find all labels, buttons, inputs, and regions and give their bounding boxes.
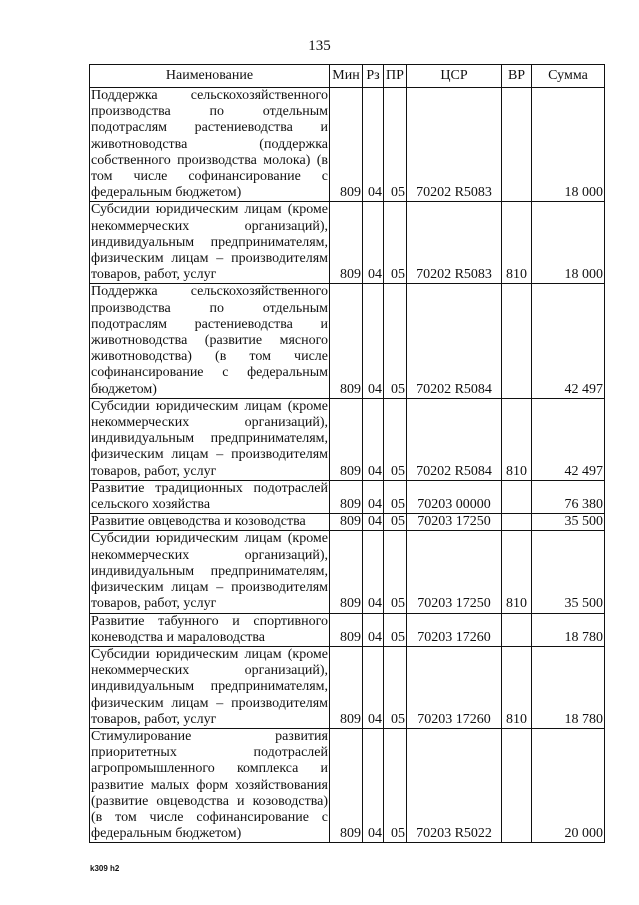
row-name: Развитие традиционных подотраслей сельского хозяйства [91,480,328,513]
row-pr: 05 [384,646,407,728]
row-rz: 04 [363,480,384,513]
row-min: 809 [330,398,363,480]
row-csr: 70202 R5084 [407,398,502,480]
row-sum: 35 500 [532,514,605,531]
row-sum: 18 000 [532,202,605,284]
row-sum: 18 780 [532,646,605,728]
row-vr: 810 [502,398,532,480]
table-row [90,284,605,398]
row-sum: 76 380 [532,480,605,513]
row-rz: 04 [363,398,384,480]
table-row [90,480,605,513]
row-vr [502,613,532,646]
row-min: 809 [330,514,363,531]
table-row [90,88,605,202]
row-rz: 04 [363,202,384,284]
row-vr [502,88,532,202]
table-header-row [90,65,605,88]
row-pr: 05 [384,480,407,513]
row-csr: 70202 R5083 [407,202,502,284]
row-rz: 04 [363,88,384,202]
row-csr: 70202 R5083 [407,88,502,202]
row-csr: 70203 17250 [407,531,502,613]
row-vr: 810 [502,202,532,284]
row-sum: 18 780 [532,613,605,646]
row-name: Стимулирование развития приоритетных подотраслей агропромышленного комплекса и развитие малых форм хозяйствования (развитие овцеводства и козоводства) (в том числе софинансирование с федеральным бюджетом) [91,728,328,842]
row-pr: 05 [384,202,407,284]
row-min: 809 [330,728,363,842]
row-pr: 05 [384,514,407,531]
row-vr [502,514,532,531]
row-sum: 35 500 [532,531,605,613]
row-csr: 70203 17260 [407,613,502,646]
row-pr: 05 [384,88,407,202]
table-row [90,613,605,646]
row-min: 809 [330,202,363,284]
table-row [90,514,605,531]
row-min: 809 [330,531,363,613]
row-rz: 04 [363,284,384,398]
row-name: Поддержка сельскохозяйственного производства по отдельным подотраслям растениеводства и животноводства (развитие мясного животноводства) (в том числе софинансирование с федеральным бюджетом) [91,284,328,397]
row-min: 809 [330,480,363,513]
row-rz: 04 [363,531,384,613]
row-csr: 70203 17260 [407,646,502,728]
row-name: Развитие овцеводства и козоводства [90,514,330,531]
budget-table [89,64,605,843]
row-vr [502,284,532,398]
row-vr [502,480,532,513]
row-csr: 70203 17250 [407,514,502,531]
row-min: 809 [330,613,363,646]
row-sum: 20 000 [532,728,605,842]
row-csr: 70202 R5084 [407,284,502,398]
row-rz: 04 [363,613,384,646]
row-rz: 04 [363,514,384,531]
header-min: Мин [330,65,363,88]
table-row [90,531,605,613]
row-name: Субсидии юридическим лицам (кроме некоммерческих организаций), индивидуальным предпринимателям, физическим лицам – производителям товаров, работ, услуг [91,202,328,283]
header-pr: ПР [384,65,407,88]
row-min: 809 [330,646,363,728]
row-name: Субсидии юридическим лицам (кроме некоммерческих организаций), индивидуальным предпринимателям, физическим лицам – производителям товаров, работ, услуг [91,646,328,727]
row-pr: 05 [384,284,407,398]
table-row [90,728,605,842]
row-pr: 05 [384,613,407,646]
row-name: Развитие табунного и спортивного коневодства и мараловодства [91,613,328,645]
row-csr: 70203 00000 [407,480,502,513]
header-name: Наименование [90,65,330,88]
row-vr: 810 [502,531,532,613]
row-rz: 04 [363,646,384,728]
header-vr: ВР [502,65,532,88]
row-rz: 04 [363,728,384,842]
row-pr: 05 [384,531,407,613]
table-row [90,202,605,284]
row-min: 809 [330,284,363,398]
row-pr: 05 [384,398,407,480]
row-sum: 42 497 [532,284,605,398]
row-name: Субсидии юридическим лицам (кроме некоммерческих организаций), индивидуальным предпринимателям, физическим лицам – производителям товаров, работ, услуг [91,398,328,479]
row-sum: 18 000 [532,88,605,202]
row-pr: 05 [384,728,407,842]
document-code: k309 h2 [90,864,120,873]
row-name: Субсидии юридическим лицам (кроме некоммерческих организаций), индивидуальным предпринимателям, физическим лицам – производителям товаров, работ, услуг [91,531,328,612]
row-csr: 70203 R5022 [407,728,502,842]
header-rz: Рз [363,65,384,88]
table-row [90,398,605,480]
row-vr [502,728,532,842]
row-min: 809 [330,88,363,202]
row-name: Поддержка сельскохозяйственного производства по отдельным подотраслям растениеводства и животноводства (поддержка собственного производства молока) (в том числе софинансирование с федеральным бюджетом) [91,88,328,201]
header-csr: ЦСР [407,65,502,88]
row-vr: 810 [502,646,532,728]
header-sum: Сумма [532,65,605,88]
table-row [90,646,605,728]
row-sum: 42 497 [532,398,605,480]
page-number: 135 [308,38,331,54]
